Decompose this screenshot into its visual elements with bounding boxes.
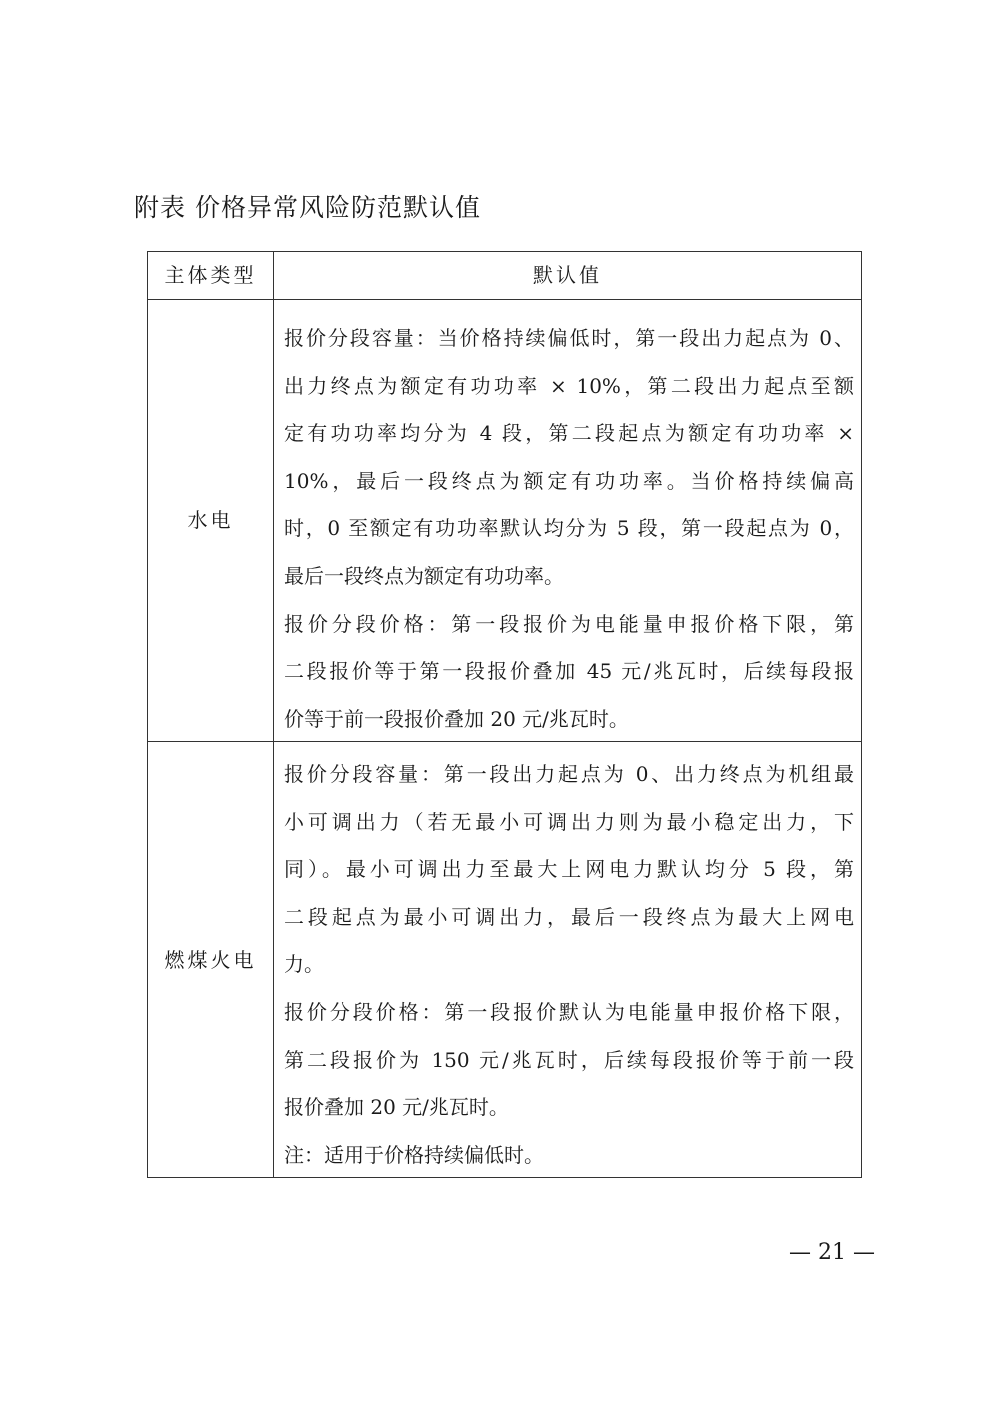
text-line: 力。: [284, 952, 324, 977]
text-line: 出力终点为额定有功功率 × 10%，第二段出力起点至额: [284, 373, 854, 398]
text-line: 最后一段终点为额定有功功率。: [284, 563, 564, 588]
row-coal-default-value: [284, 751, 854, 1179]
text-line: 二段起点为最小可调出力，最后一段终点为最大上网电: [284, 904, 854, 929]
text-line: 小可调出力（若无最小可调出力则为最小稳定出力，下: [284, 809, 854, 834]
page-number: — 21 —: [789, 1240, 875, 1265]
text-line: 二段报价等于第一段报价叠加 45 元/兆瓦时，后续每段报: [284, 659, 854, 684]
text-line: 价等于前一段报价叠加 20 元/兆瓦时。: [284, 706, 629, 731]
text-line: 报价分段容量：第一段出力起点为 0、出力终点为机组最: [284, 762, 854, 786]
default-values-table: [147, 251, 862, 1178]
row-type-coal: 燃煤火电: [164, 948, 257, 972]
row-type-hydro: 水电: [187, 508, 234, 532]
text-line: 注：适用于价格持续偏低时。: [284, 1142, 544, 1167]
text-line: 时，0 至额定有功功率默认均分为 5 段，第一段起点为 0，: [284, 516, 854, 541]
header-default-value: 默认值: [533, 263, 602, 287]
text-line: 第二段报价为 150 元/兆瓦时，后续每段报价等于前一段: [284, 1047, 854, 1072]
header-entity-type: 主体类型: [164, 263, 257, 287]
row-hydro-default-value: [284, 315, 854, 743]
text-line: 报价分段价格：第一段报价默认为电能量申报价格下限，: [284, 999, 854, 1024]
column-divider: [273, 252, 274, 1177]
appendix-title: 附表 价格异常风险防范默认值: [134, 193, 481, 222]
text-line: 同）。最小可调出力至最大上网电力默认均分 5 段，第: [284, 857, 854, 882]
text-line: 10%，最后一段终点为额定有功功率。当价格持续偏高: [284, 468, 854, 493]
text-line: 报价分段容量：当价格持续偏低时，第一段出力起点为 0、: [284, 326, 854, 350]
text-line: 定有功功率均分为 4 段，第二段起点为额定有功功率 ×: [284, 421, 854, 446]
text-line: 报价分段价格：第一段报价为电能量申报价格下限，第: [284, 611, 854, 636]
text-line: 报价叠加 20 元/兆瓦时。: [284, 1095, 509, 1120]
